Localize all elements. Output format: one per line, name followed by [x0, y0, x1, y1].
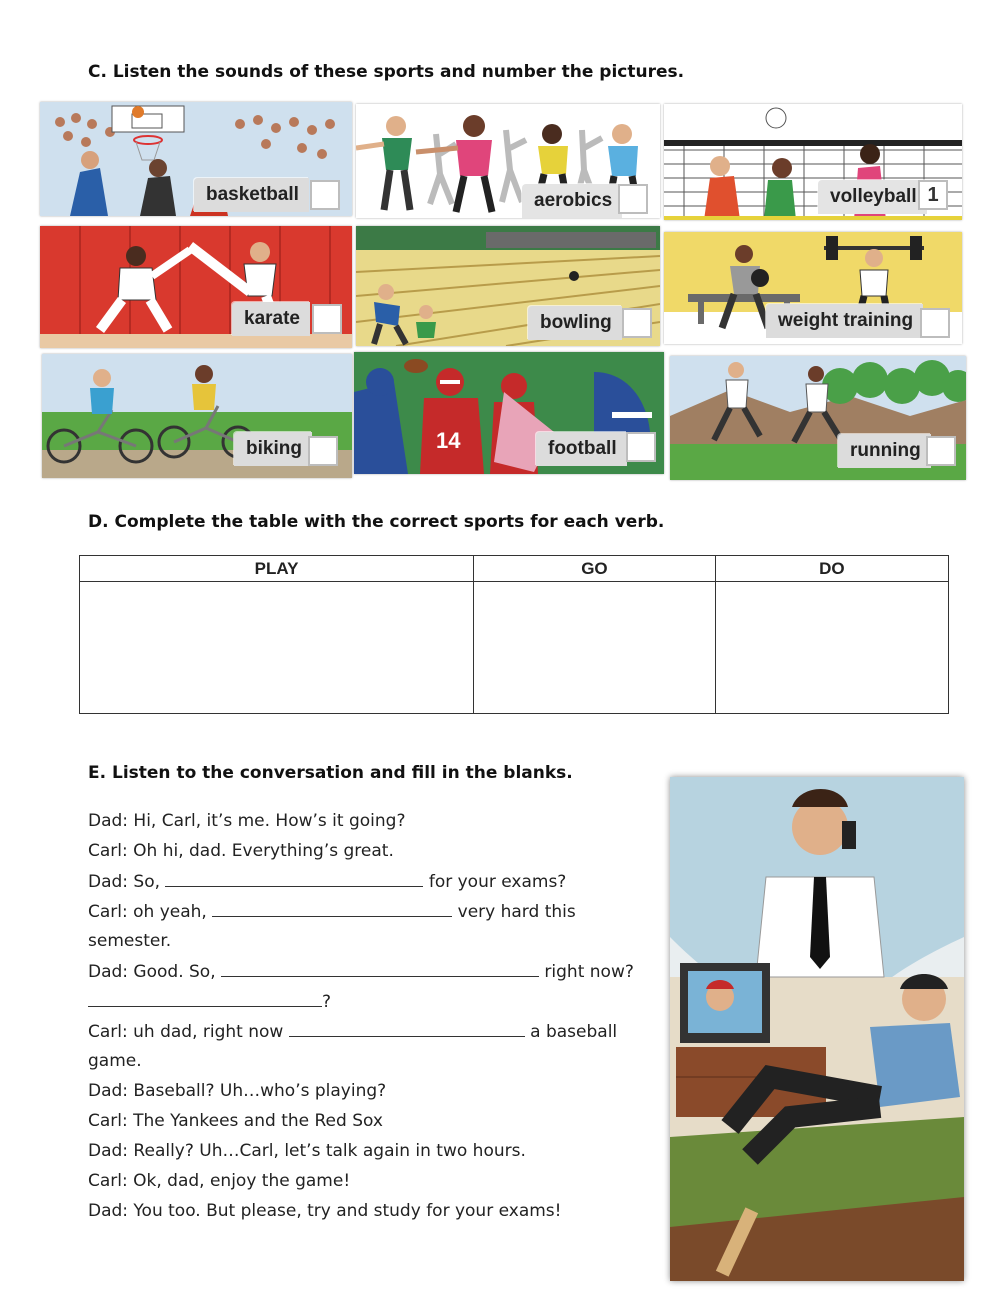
- bowling-tile: [356, 226, 660, 346]
- conversation: [88, 806, 648, 1226]
- dialogue-line: Carl: oh yeah, very hard this: [88, 896, 648, 926]
- verb-sports-table: [79, 555, 949, 714]
- blank-field[interactable]: [212, 896, 452, 917]
- biking-tile: [42, 354, 352, 478]
- number-box-karate[interactable]: [312, 304, 342, 334]
- dialogue-line: game.: [88, 1051, 142, 1071]
- dialogue-line: semester.: [88, 931, 172, 951]
- column-header-go: GO: [474, 556, 716, 582]
- dialogue-line: Dad: Really? Uh…Carl, let’s talk again in two hours.: [88, 1141, 526, 1161]
- tile-label-football: football: [536, 432, 627, 466]
- running-tile: [670, 356, 966, 480]
- tile-label-karate: karate: [232, 302, 310, 336]
- volleyball-tile: [664, 104, 962, 220]
- dialogue-line: Dad: Good. So, right now?: [88, 956, 648, 986]
- svg-text:14: 14: [436, 428, 461, 453]
- dialogue-line: ?: [88, 986, 648, 1016]
- dialogue-line: Carl: uh dad, right now a baseball: [88, 1016, 648, 1046]
- dialogue-line: Dad: You too. But please, try and study for your exams!: [88, 1201, 562, 1221]
- dialogue-line: Dad: Baseball? Uh…who’s playing?: [88, 1081, 387, 1101]
- blank-field[interactable]: [165, 866, 423, 887]
- section-d-heading: D. Complete the table with the correct sports for each verb.: [88, 512, 665, 532]
- dialogue-line: Dad: So, for your exams?: [88, 866, 648, 896]
- do-answer-cell[interactable]: [715, 582, 948, 714]
- tile-label-running: running: [838, 434, 931, 468]
- dialogue-line: Dad: Hi, Carl, it’s me. How’s it going?: [88, 811, 406, 831]
- column-header-do: DO: [715, 556, 948, 582]
- section-e-heading: E. Listen to the conversation and fill in the blanks.: [88, 763, 573, 783]
- number-box-volleyball[interactable]: 1: [918, 180, 948, 210]
- dialogue-line: Carl: Oh hi, dad. Everything’s great.: [88, 841, 394, 861]
- dialogue-line: Carl: The Yankees and the Red Sox: [88, 1111, 383, 1131]
- dialogue-line: Carl: Ok, dad, enjoy the game!: [88, 1171, 351, 1191]
- play-answer-cell[interactable]: [80, 582, 474, 714]
- aerobics-tile: [356, 104, 660, 218]
- column-header-play: PLAY: [80, 556, 474, 582]
- number-box-bowling[interactable]: [622, 308, 652, 338]
- basketball-tile: [40, 102, 352, 216]
- dad-and-carl-picture: [670, 777, 964, 1281]
- tile-label-volleyball: volleyball: [818, 180, 927, 214]
- football-tile: [354, 352, 664, 474]
- tile-label-basketball: basketball: [194, 178, 309, 212]
- tile-label-biking: biking: [234, 432, 312, 466]
- tile-label-aerobics: aerobics: [522, 184, 622, 218]
- number-box-football[interactable]: [626, 432, 656, 462]
- section-c-heading: C. Listen the sounds of these sports and number the pictures.: [88, 62, 685, 82]
- number-box-biking[interactable]: [308, 436, 338, 466]
- weight-training-tile: [664, 232, 962, 344]
- blank-field[interactable]: [221, 956, 539, 977]
- number-box-weight-training[interactable]: [920, 308, 950, 338]
- number-box-aerobics[interactable]: [618, 184, 648, 214]
- tile-label-weight-training: weight training: [766, 304, 923, 338]
- karate-tile: [40, 226, 352, 348]
- number-box-running[interactable]: [926, 436, 956, 466]
- go-answer-cell[interactable]: [474, 582, 716, 714]
- phone-call-illustration: [670, 777, 964, 1281]
- tile-label-bowling: bowling: [528, 306, 622, 340]
- blank-field[interactable]: [289, 1016, 525, 1037]
- number-box-basketball[interactable]: [310, 180, 340, 210]
- blank-field[interactable]: [88, 986, 322, 1007]
